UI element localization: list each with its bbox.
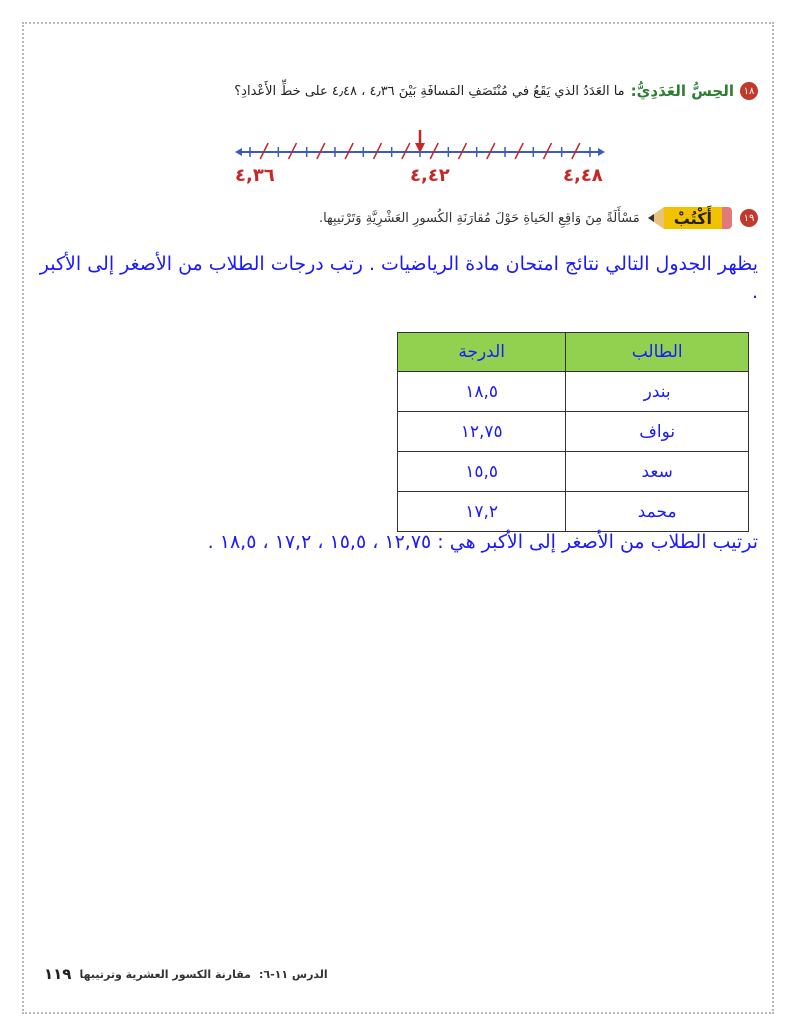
header-student: الطالب <box>566 333 749 372</box>
question-19 <box>58 200 758 236</box>
table-row <box>398 452 749 492</box>
number-line-right-label: ٤,٤٨ <box>563 165 603 186</box>
student-name: محمد <box>566 492 749 532</box>
page-footer <box>44 965 328 983</box>
table-row <box>398 372 749 412</box>
table-header-row <box>398 333 749 372</box>
student-score: ١٢,٧٥ <box>398 412 566 452</box>
question-number-badge: ١٩ <box>740 209 758 227</box>
answer-paragraph: يظهر الجدول التالي نتائج امتحان مادة الرياضيات . رتب درجات الطلاب من الأصغر إلى الأكبر . <box>39 253 758 303</box>
table-row <box>398 412 749 452</box>
question-text: مَسْأَلَةً مِنَ وَاقِعِ الحَياةِ حَوْلَ مُقارَنَةِ الكُسورِ العَشْرِيَّةِ وَتَرْتيبِها. <box>318 210 640 226</box>
lesson-number: الدرس ١١-٦: <box>258 967 328 981</box>
left-arrow-icon <box>235 148 242 156</box>
scores-table <box>397 332 749 532</box>
header-score: الدرجة <box>398 333 566 372</box>
table-row <box>398 492 749 532</box>
student-score: ١٧,٢ <box>398 492 566 532</box>
question-number-badge: ١٨ <box>740 82 758 100</box>
student-name: بندر <box>566 372 749 412</box>
number-line-middle-label: ٤,٤٢ <box>410 165 450 186</box>
question-18 <box>58 78 758 104</box>
number-line-left-label: ٤,٣٦ <box>235 165 275 186</box>
right-arrow-icon <box>598 148 605 156</box>
lesson-title: مقارنة الكسور العشرية وترتيبها <box>79 967 251 981</box>
student-name: سعد <box>566 452 749 492</box>
pencil-eraser <box>722 207 732 229</box>
page-number: ١١٩ <box>44 965 72 983</box>
pencil-icon <box>648 207 732 229</box>
pencil-tip <box>648 207 664 229</box>
student-name: نواف <box>566 412 749 452</box>
student-score: ١٥,٥ <box>398 452 566 492</box>
write-badge: أَكْتُبْ <box>664 207 722 229</box>
student-score: ١٨,٥ <box>398 372 566 412</box>
question-title: الحِسُّ العَدَدِيُّ: <box>630 82 734 100</box>
ordering-result: ترتيب الطلاب من الأصغر إلى الأكبر هي : ١٢,٧٥ ، ١٥,٥ ، ١٧,٢ ، ١٨,٥ . <box>207 531 758 553</box>
question-text: ما العَدَدُ الذي يَقَعُ في مُنْتَصَفِ المَسافَةِ بَيْنَ ٤٫٣٦ ، ٤٫٤٨ على خطِّ الأَعْدادِ؟ <box>234 83 625 99</box>
